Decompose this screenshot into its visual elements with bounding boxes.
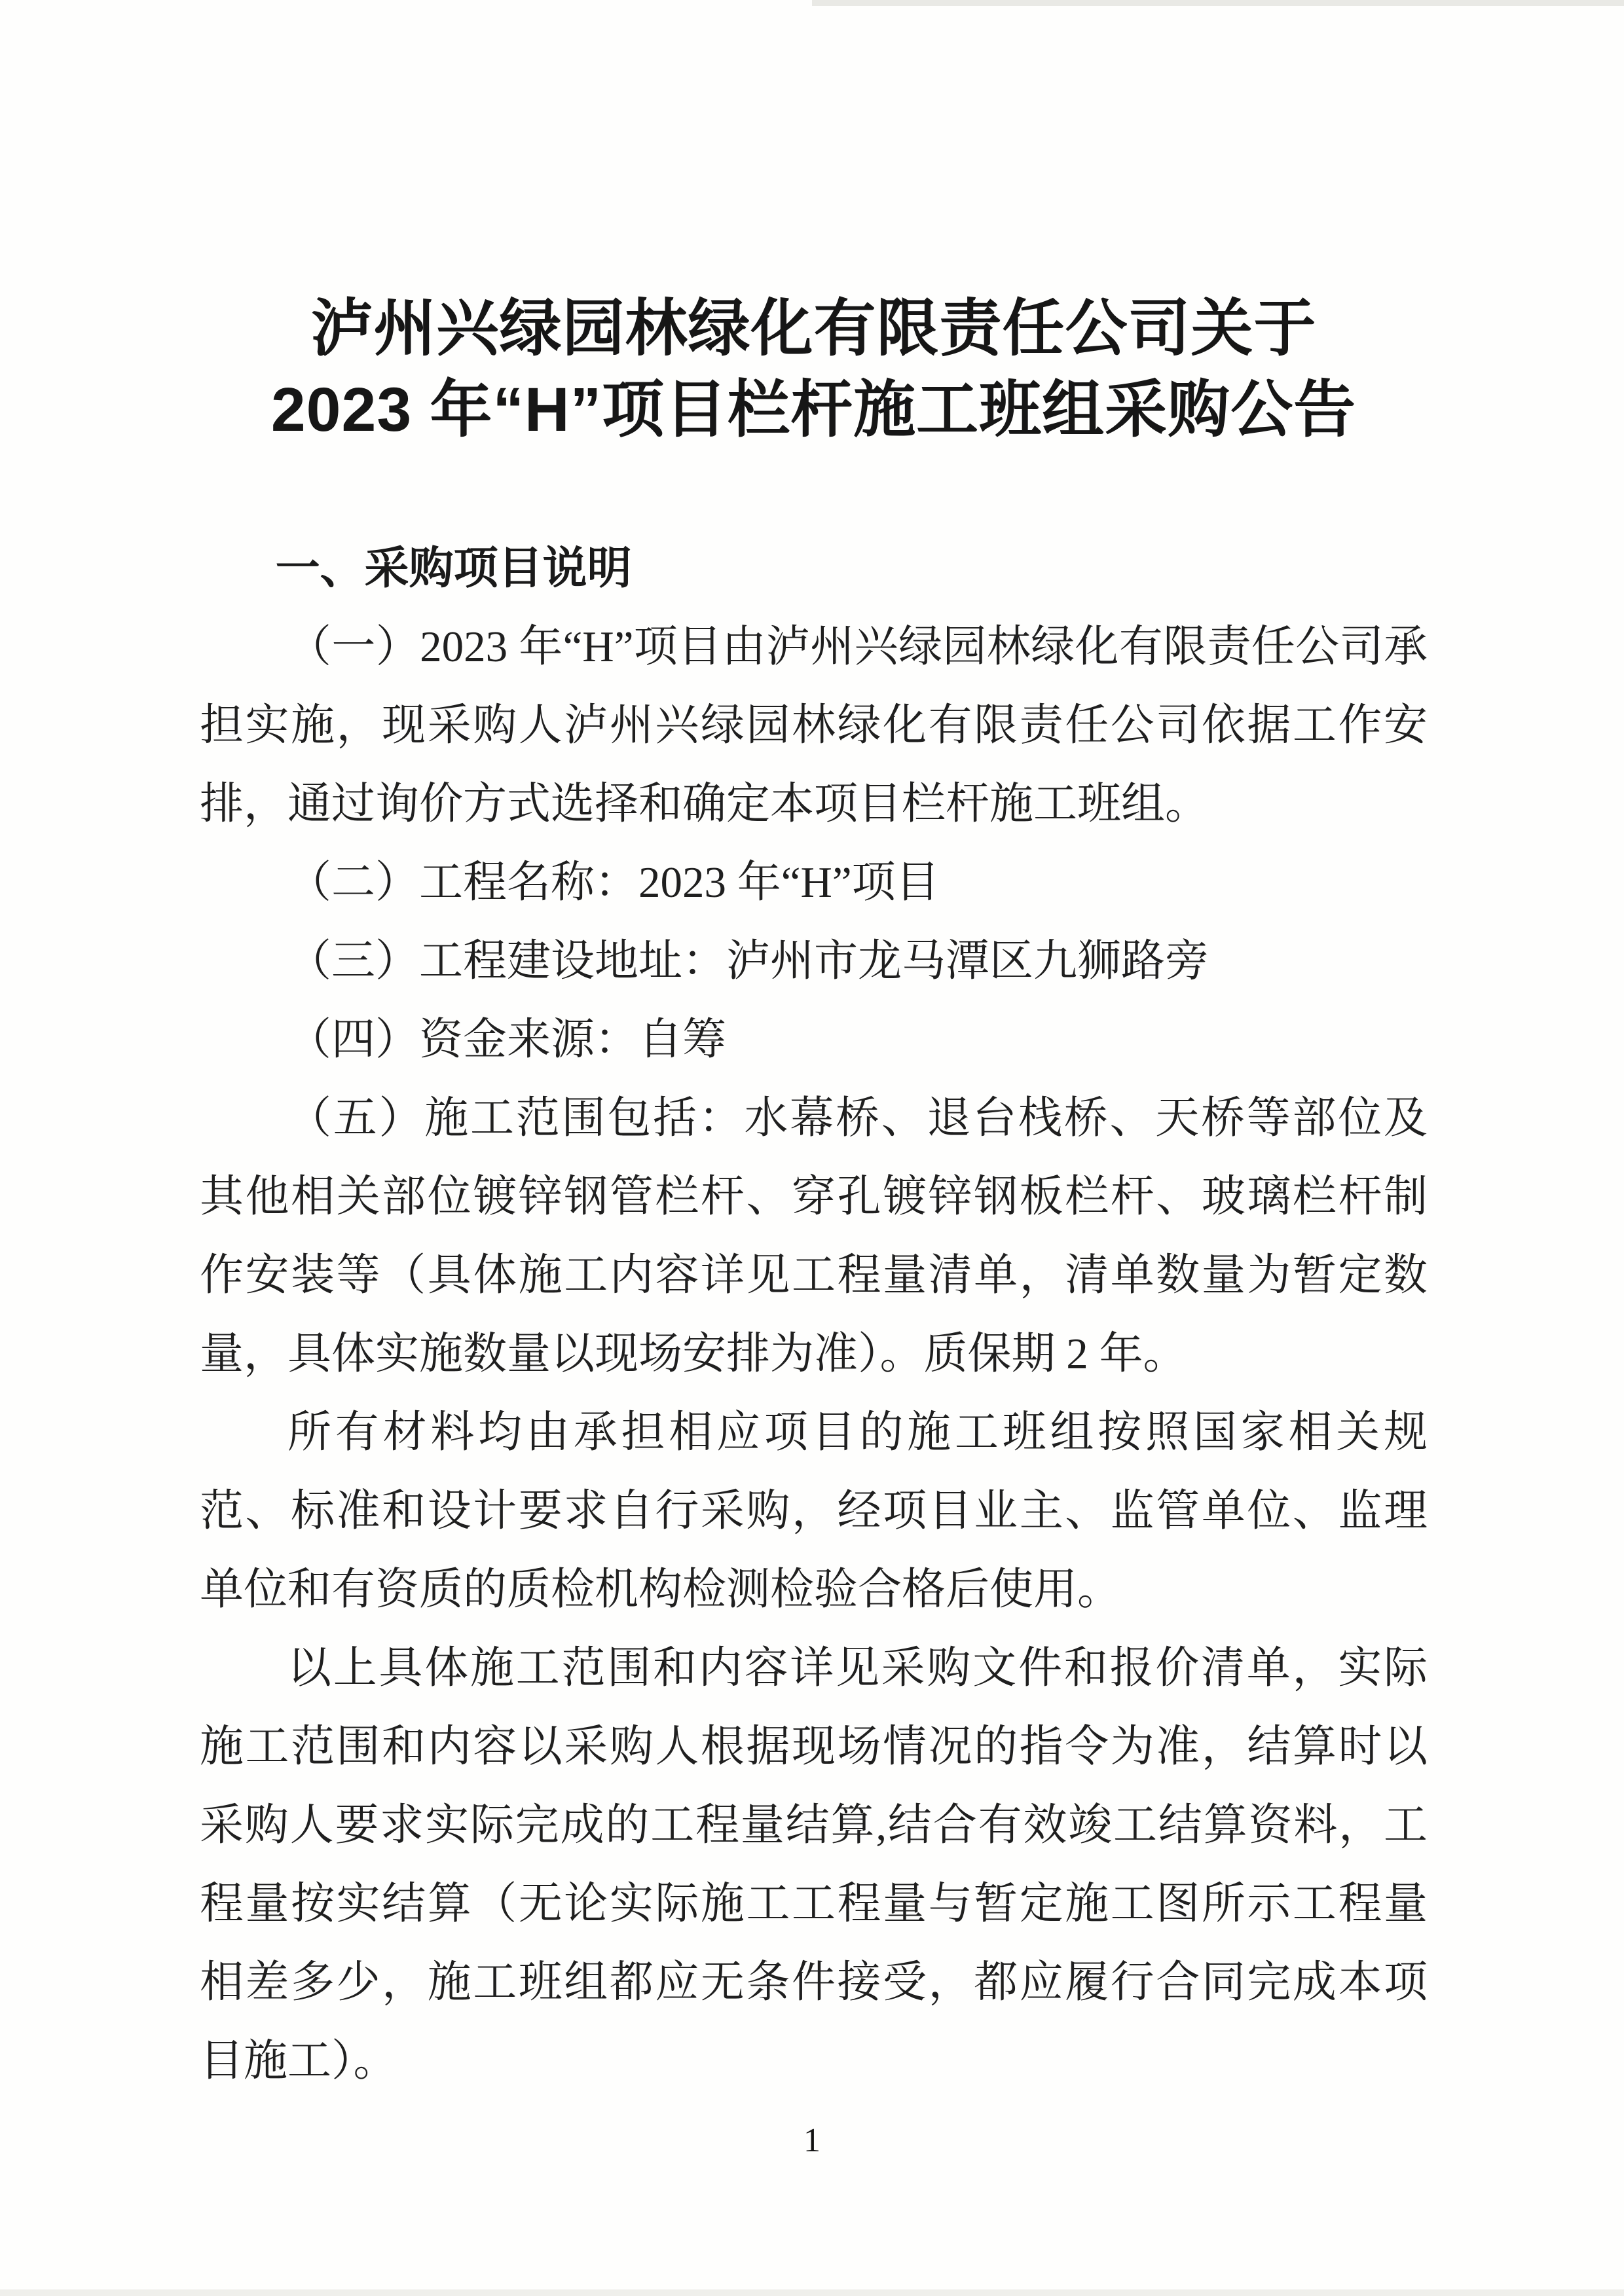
document-title-line1: 泸州兴绿园林绿化有限责任公司关于 [310, 294, 1317, 363]
paragraph-7: 以上具体施工范围和内容详见采购文件和报价清单，实际施工范围和内容以采购人根据现场情况的指令为准，结算时以采购人要求实际完成的工程量结算,结合有效竣工结算资料，工程量按实结算（无论实际施工工程量与暂定施工图所示工程量相差多少，施工班组都应无条件接受，都应履行合同完成本项目施工）。 [200, 1644, 1428, 2085]
section-heading: 一、采购项目说明 [275, 543, 632, 593]
paragraph-4: （四）资金来源：自筹 [287, 1015, 726, 1064]
scan-artifact-bottom [0, 2289, 1624, 2296]
document-title-line2: 2023 年“H”项目栏杆施工班组采购公告 [270, 375, 1357, 445]
paragraph-1: （一）2023 年“H”项目由泸州兴绿园林绿化有限责任公司承担实施，现采购人泸州兴绿园林绿化有限责任公司依据工作安排，通过询价方式选择和确定本项目栏杆施工班组。 [200, 623, 1428, 828]
page-number: 1 [803, 2122, 821, 2159]
scan-artifact-top [812, 0, 1624, 6]
paragraph-5: （五）施工范围包括：水幕桥、退台栈桥、天桥等部位及其他相关部位镀锌钢管栏杆、穿孔镀锌钢板栏杆、玻璃栏杆制作安装等（具体施工内容详见工程量清单，清单数量为暂定数量，具体实施数量以现场安排为准）。质保期 2 年。 [200, 1094, 1428, 1378]
document-body [200, 608, 1428, 2100]
paragraph-2: （二）工程名称：2023 年“H”项目 [287, 858, 940, 907]
paragraph-3: （三）工程建设地址：泸州市龙马潭区九狮路旁 [287, 937, 1209, 985]
document-title [200, 288, 1428, 450]
paragraph-6: 所有材料均由承担相应项目的施工班组按照国家相关规范、标准和设计要求自行采购，经项目业主、监管单位、监理单位和有资质的质检机构检测检验合格后使用。 [200, 1408, 1428, 1614]
